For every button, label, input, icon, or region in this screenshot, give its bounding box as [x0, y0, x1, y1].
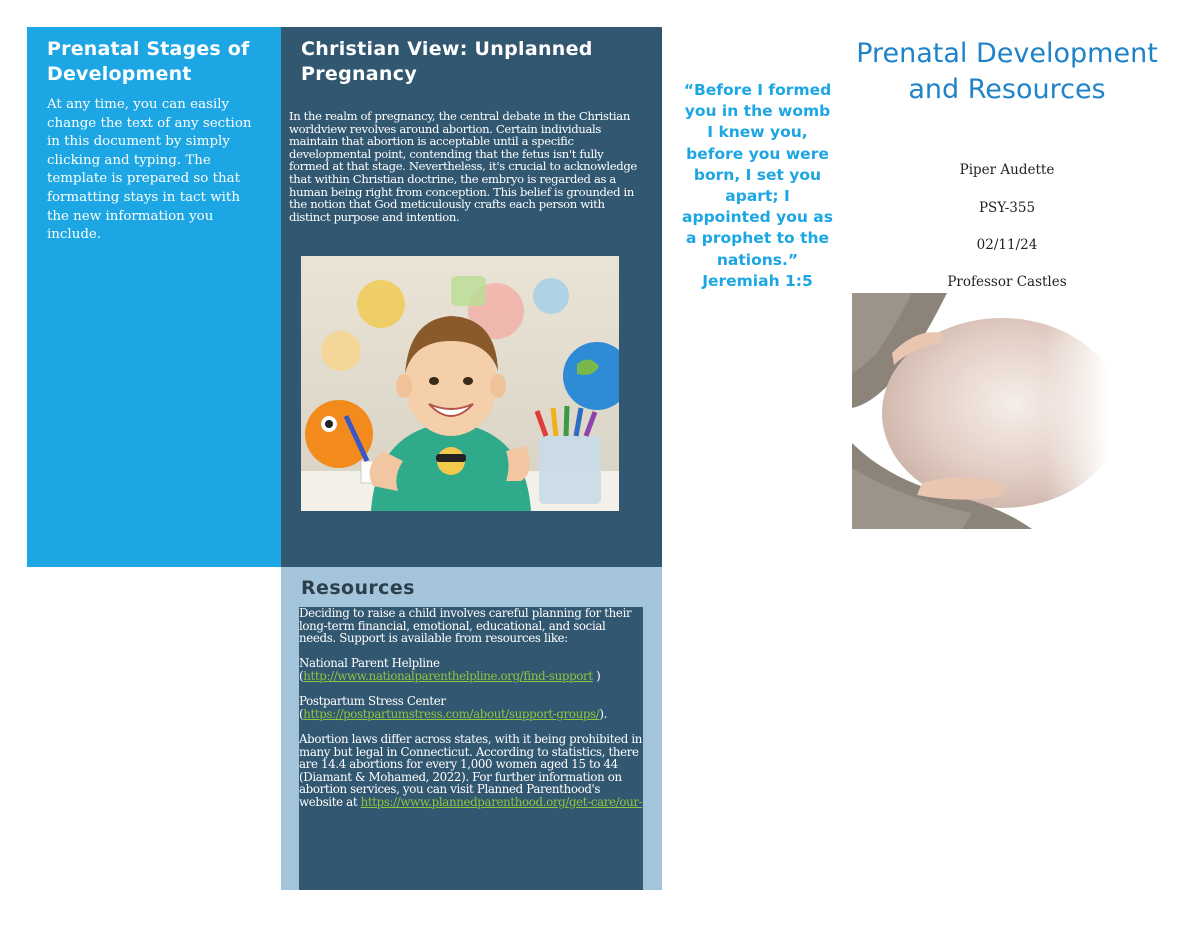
course-code: PSY-355	[978, 200, 1036, 216]
christian-view-heading: Christian View: Unplanned Pregnancy	[301, 38, 593, 85]
stress-center-link[interactable]: https://postpartumstress.com/about/support-groups/	[303, 706, 600, 721]
abortion-laws-body: Abortion laws differ across states, with it being prohibited in many but legal in Connecticut. According to statistics, there are 14.4 abortions for every 1,000 women aged 15 to 44 (Diamant & Mohamed, 2022). For further information on abortion services, you can visit Planned Parenthood's website at	[299, 731, 643, 809]
date-text: 02/11/24	[976, 237, 1038, 253]
stress-center-name: Postpartum Stress Center	[299, 694, 446, 709]
child-photo	[301, 256, 619, 511]
pregnant-belly-photo	[852, 293, 1108, 529]
stress-center-close-paren: ).	[599, 706, 608, 721]
scripture-quote: “Before I formed you in the womb I knew you, before you were born, I set you apart; I appointed you as a prophet to the nations.” Jeremiah 1:5	[682, 81, 833, 290]
helpline-close-paren: )	[592, 668, 601, 683]
abortion-laws-text	[299, 733, 643, 809]
stress-center-entry	[299, 695, 643, 720]
prenatal-stages-heading: Prenatal Stages of Development	[47, 38, 250, 85]
prenatal-stages-body: At any time, you can easily change the text of any section in this document by simply clicking and typing. The template is prepared so that formatting stays in tact with the new information you include.	[47, 97, 252, 243]
stress-center-open-paren: (	[299, 706, 304, 721]
helpline-entry	[299, 657, 643, 682]
helpline-open-paren: (	[299, 668, 304, 683]
christian-view-body: In the realm of pregnancy, the central debate in the Christian worldview revolves around abortion. Certain individuals maintain that abortion is acceptable until a specific developmental point, contending that the fetus isn't fully formed at that stage. Nevertheless, it's crucial to acknowledge that within Christian doctrine, the embryo is regarded as a human being right from conception. This belief is grounded in the notion that God meticulously crafts each person with distinct purpose and intention.	[289, 109, 637, 224]
resources-intro: Deciding to raise a child involves careful planning for their long-term financial, emotional, educational, and social needs. Support is available from resources like:	[299, 607, 632, 646]
resources-panel	[281, 567, 662, 890]
resources-text-box	[299, 607, 643, 890]
prenatal-stages-panel	[27, 27, 281, 567]
helpline-name: National Parent Helpline	[299, 656, 440, 671]
helpline-link[interactable]: http://www.nationalparenthelpline.org/find-support	[303, 668, 593, 683]
professor-name: Professor Castles	[947, 274, 1067, 290]
resources-heading: Resources	[301, 577, 415, 599]
cover-title: Prenatal Development and Resources	[856, 38, 1158, 105]
christian-view-panel	[281, 27, 662, 567]
planned-parenthood-link[interactable]: https://www.plannedparenthood.org/get-care/our-	[360, 794, 643, 809]
author-name: Piper Audette	[959, 162, 1055, 178]
